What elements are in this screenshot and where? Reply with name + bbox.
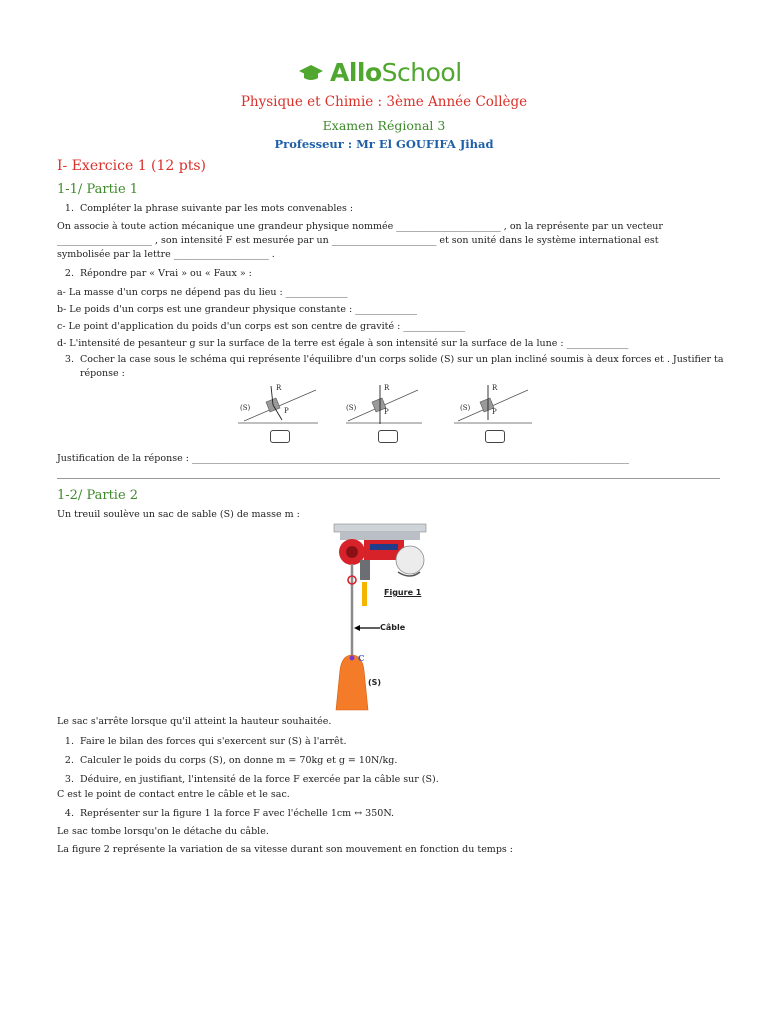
cable-arrow-icon bbox=[354, 623, 380, 633]
exercise-title: I- Exercice 1 (12 pts) bbox=[57, 158, 207, 174]
part2-q2: 2. Calculer le poids du corps (S), on donne m = 70kg et g = 10N/kg. bbox=[64, 755, 398, 766]
figure-2-intro: La figure 2 représente la variation de sa vitesse durant son mouvement en fonction du temps : bbox=[57, 844, 513, 855]
svg-text:R: R bbox=[492, 384, 498, 392]
part1-title: 1-1/ Partie 1 bbox=[57, 182, 139, 197]
answer-checkbox-3[interactable] bbox=[485, 430, 505, 443]
svg-text:P: P bbox=[384, 408, 389, 416]
svg-text:(S): (S) bbox=[346, 404, 357, 412]
answer-checkbox-1[interactable] bbox=[270, 430, 290, 443]
answer-checkbox-2[interactable] bbox=[378, 430, 398, 443]
svg-text:R: R bbox=[384, 384, 390, 392]
svg-text:(S): (S) bbox=[240, 404, 251, 412]
svg-text:(S): (S) bbox=[460, 404, 471, 412]
diagram-3 bbox=[454, 384, 532, 423]
part1-q1-text: On associe à toute action mécanique une grandeur physique nommée ______________________ , on la représente par un vecteur ____________________ , son intensité F est mesurée par un ______________________ et son unité dans le système international est symbolisée par la lettre ____________________ . bbox=[57, 221, 663, 260]
part2-intro: Un treuil soulève un sac de sable (S) de masse m : bbox=[57, 509, 300, 520]
q2-item-a: a- La masse d'un corps ne dépend pas du lieu : _____________ bbox=[57, 287, 348, 298]
exam-title: Examen Régional 3 bbox=[322, 118, 446, 133]
inclined-plane-diagrams bbox=[232, 380, 632, 428]
sac-label: (S) bbox=[368, 678, 382, 687]
subject-title: Physique et Chimie : 3ème Année Collège bbox=[240, 94, 528, 110]
diagram-2 bbox=[346, 384, 422, 424]
svg-text:P: P bbox=[284, 407, 289, 415]
part2-stop: Le sac s'arrête lorsque qu'il atteint la hauteur souhaitée. bbox=[57, 716, 332, 727]
brand-name: AlloSchool bbox=[330, 58, 462, 87]
part1-q1: 1. Compléter la phrase suivante par les mots convenables : bbox=[64, 203, 354, 214]
part2-q4: 4. Représenter sur la figure 1 la force F avec l'échelle 1cm ↔ 350N. bbox=[64, 808, 395, 819]
cable-label: Câble bbox=[380, 623, 406, 632]
svg-text:P: P bbox=[492, 408, 497, 416]
contact-point-text: C est le point de contact entre le câble et le sac. bbox=[57, 789, 290, 800]
graduation-cap-icon bbox=[298, 63, 324, 83]
q2-item-d: d- L'intensité de pesanteur g sur la surface de la terre est égale à son intensité sur la surface de la lune : _____________ bbox=[57, 338, 629, 349]
part2-q3: 3. Déduire, en justifiant, l'intensité de la force F exercée par la câble sur (S). bbox=[64, 774, 439, 785]
q2-item-b: b- Le poids d'un corps est une grandeur physique constante : _____________ bbox=[57, 304, 417, 315]
fall-text: Le sac tombe lorsqu'on le détache du câble. bbox=[57, 826, 269, 837]
alloschool-logo bbox=[298, 58, 462, 87]
svg-text:R: R bbox=[276, 384, 282, 392]
figure-1-label: Figure 1 bbox=[384, 588, 422, 597]
justification-line: Justification de la réponse : ____________________________________________________________________________________________ bbox=[57, 453, 629, 464]
part1-q2: 2. Répondre par « Vrai » ou « Faux » : bbox=[64, 268, 252, 279]
section-divider bbox=[57, 478, 720, 479]
part1-q3: 3. Cocher la case sous le schéma qui représente l'équilibre d'un corps solide (S) sur un plan incliné soumis à deux forces et . Justifier ta réponse : bbox=[64, 354, 724, 379]
contact-point-label: C bbox=[358, 653, 365, 663]
q2-item-c: c- Le point d'application du poids d'un corps est son centre de gravité : _____________ bbox=[57, 321, 466, 332]
part2-q1: 1. Faire le bilan des forces qui s'exercent sur (S) à l'arrêt. bbox=[64, 736, 347, 747]
part2-title: 1-2/ Partie 2 bbox=[57, 488, 139, 503]
diagram-1 bbox=[238, 384, 318, 423]
part1-q2-items bbox=[57, 284, 628, 352]
part2-questions bbox=[60, 732, 439, 789]
professor-name: Professeur : Mr El GOUFIFA Jihad bbox=[274, 137, 494, 151]
